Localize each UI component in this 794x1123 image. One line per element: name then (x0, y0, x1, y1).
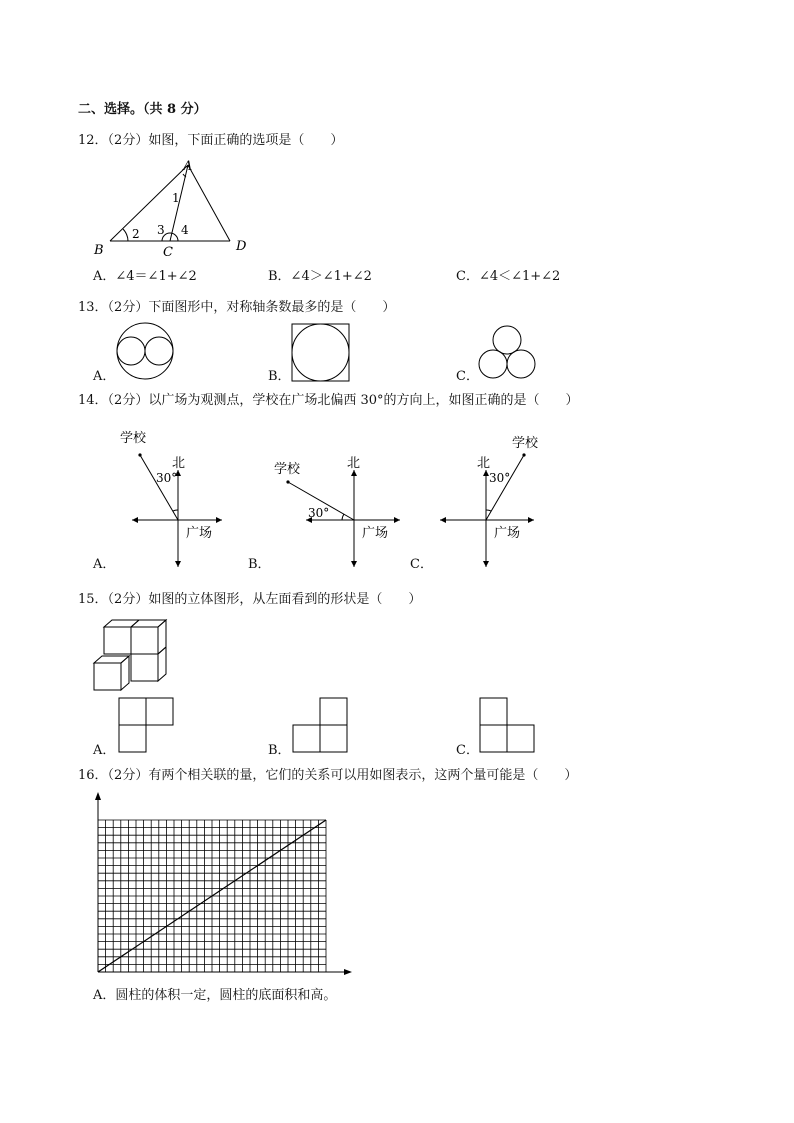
q15-option-c[interactable]: C． (456, 743, 479, 758)
angle-label-4: 4 (181, 223, 189, 237)
q14-figure-b-compass[interactable] (272, 425, 412, 575)
q15-solid-figure (94, 619, 174, 694)
q15-stem: 15．（2分）如图的立体图形，从左面看到的形状是（ ） (78, 592, 422, 607)
q12-triangle-figure (90, 155, 270, 265)
q14-option-c[interactable]: C． (410, 557, 433, 572)
square-label: 广场 (362, 526, 389, 541)
q12-option-a[interactable]: A．∠4＝∠1+∠2 (93, 269, 197, 284)
q15-option-b[interactable]: B． (268, 743, 291, 758)
school-label: 学校 (120, 431, 147, 446)
q13-option-c[interactable]: C． (456, 369, 479, 384)
q15-option-a[interactable]: A． (93, 743, 116, 758)
q13-option-a[interactable]: A． (93, 369, 116, 384)
north-label: 北 (477, 456, 491, 471)
q14-figure-a-compass[interactable] (100, 425, 240, 575)
q15-figure-c-view[interactable] (480, 698, 536, 754)
angle-label-3: 3 (157, 223, 165, 237)
angle-label-1: 1 (172, 191, 180, 205)
q16-option-a[interactable]: A．圆柱的体积一定，圆柱的底面积和高。 (93, 988, 337, 1003)
label-D: D (236, 239, 247, 254)
section-title: 二、选择。（共 8 分） (78, 102, 207, 117)
q13-option-b[interactable]: B． (268, 369, 291, 384)
square-label: 广场 (494, 526, 521, 541)
q13-figure-c-three-circles[interactable] (476, 326, 540, 384)
angle-label: 30° (489, 471, 511, 485)
q14-option-a[interactable]: A． (93, 557, 116, 572)
x-axis-arrow (344, 969, 352, 975)
q16-graph (88, 790, 358, 980)
q13-stem: 13．（2分）下面图形中，对称轴条数最多的是（ ） (78, 300, 396, 315)
q15-figure-b-view[interactable] (293, 698, 349, 754)
q14-option-b[interactable]: B． (248, 557, 271, 572)
q13-figure-a-two-circles-in-circle[interactable] (117, 323, 177, 383)
y-axis-arrow (95, 792, 101, 800)
label-B: B (94, 243, 104, 258)
q14-figure-c-compass[interactable] (430, 425, 570, 575)
north-label: 北 (172, 456, 186, 471)
school-label: 学校 (512, 436, 539, 451)
q15-figure-a-view[interactable] (119, 698, 175, 754)
school-label: 学校 (274, 462, 301, 477)
label-C: C (163, 245, 173, 260)
q12-stem: 12．（2分）如图，下面正确的选项是（ ） (78, 133, 344, 148)
angle-label: 30° (308, 506, 330, 520)
label-A: A (183, 159, 193, 174)
north-label: 北 (347, 456, 361, 471)
angle-label-2: 2 (132, 227, 140, 241)
q14-stem: 14．（2分）以广场为观测点，学校在广场北偏西 30°的方向上，如图正确的是（ ） (78, 393, 579, 408)
q16-stem: 16．（2分）有两个相关联的量，它们的关系可以用如图表示，这两个量可能是（ ） (78, 768, 578, 783)
angle-label: 30° (156, 471, 178, 485)
q12-option-c[interactable]: C．∠4＜∠1+∠2 (456, 269, 561, 284)
q13-figure-b-circle-in-square[interactable] (292, 324, 352, 384)
q12-option-b[interactable]: B．∠4＞∠1+∠2 (268, 269, 372, 284)
square-label: 广场 (186, 526, 213, 541)
